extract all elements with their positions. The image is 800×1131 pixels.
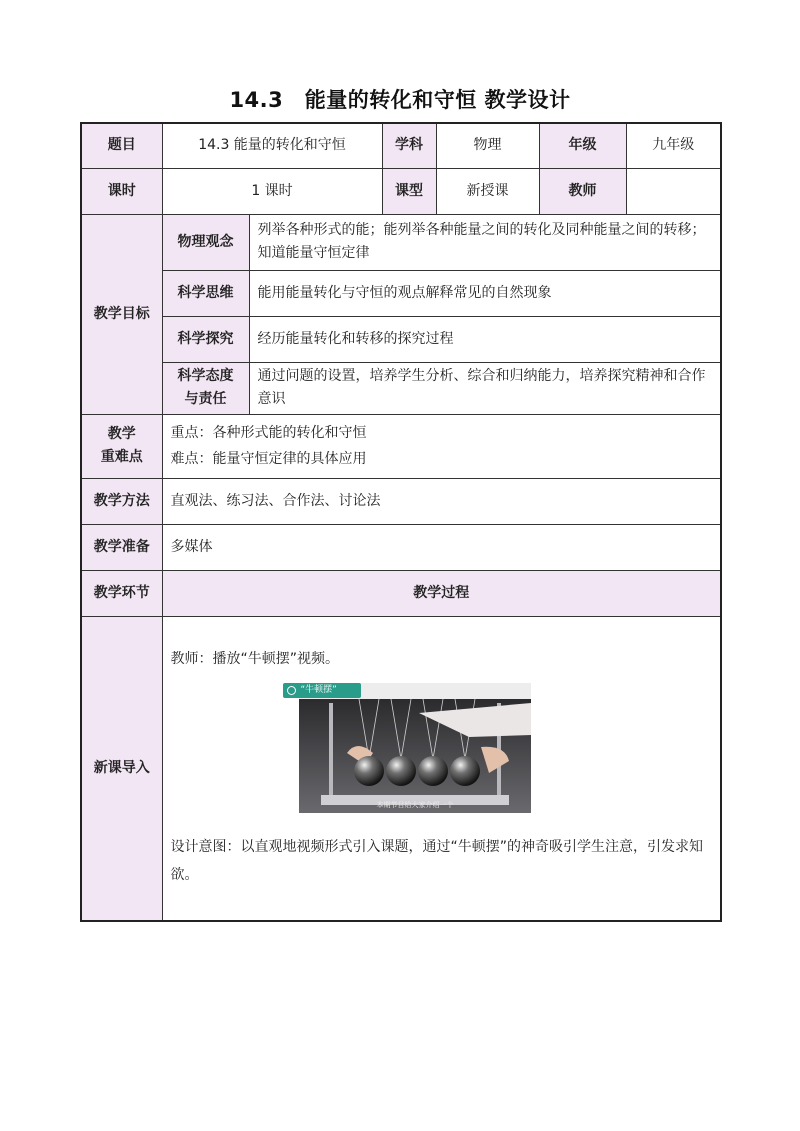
- goal-name: [162, 362, 249, 414]
- subject-label: 学科: [382, 123, 436, 168]
- topic-label: 题目: [81, 123, 162, 168]
- teacher-value: [626, 168, 721, 214]
- goal-row: [81, 316, 721, 362]
- hours-value: 1 课时: [162, 168, 382, 214]
- pendulum-ball: [386, 756, 416, 786]
- method-value: 直观法、练习法、合作法、讨论法: [162, 478, 721, 524]
- intro-label: 新课导入: [81, 616, 162, 921]
- goal-row: [81, 270, 721, 316]
- goals-label: 教学目标: [81, 214, 162, 414]
- newton-cradle-video[interactable]: [299, 683, 531, 813]
- process-label: 教学过程: [162, 570, 721, 616]
- method-row: [81, 478, 721, 524]
- info-row-2: [81, 168, 721, 214]
- goal-text: 经历能量转化和转移的探究过程: [249, 316, 721, 362]
- goal-name: 科学思维: [162, 270, 249, 316]
- grade-value: 九年级: [626, 123, 721, 168]
- teacher-label: 教师: [539, 168, 626, 214]
- key-point: 重点：各种形式能的转化和守恒: [170, 425, 367, 441]
- key-points-label-line: 教学: [107, 426, 136, 442]
- circle-icon: [287, 686, 296, 695]
- type-value: 新授课: [436, 168, 539, 214]
- stage-label: 教学环节: [81, 570, 162, 616]
- grade-label: 年级: [539, 123, 626, 168]
- preparation-value: 多媒体: [162, 524, 721, 570]
- goal-name-line: 科学态度: [177, 368, 234, 384]
- lesson-plan-table: [80, 122, 722, 922]
- hours-label: 课时: [81, 168, 162, 214]
- video-tag: [283, 683, 361, 698]
- type-label: 课型: [382, 168, 436, 214]
- video-frame: [299, 699, 531, 813]
- cradle-frame-left: [329, 703, 333, 799]
- key-points-row: [81, 414, 721, 478]
- pendulum-ball: [354, 756, 384, 786]
- intro-row: [81, 616, 721, 921]
- video-tag-label: “牛顿摆”: [300, 684, 337, 695]
- goal-name: 物理观念: [162, 214, 249, 270]
- goal-name: 科学探究: [162, 316, 249, 362]
- teacher-activity: 教师：播放“牛顿摆”视频。: [170, 650, 340, 667]
- video-caption: 本期节目给大家介绍一个: [376, 800, 453, 809]
- page-title: 14.3 能量的转化和守恒 教学设计: [229, 88, 571, 112]
- pendulum-ball: [450, 756, 480, 786]
- key-points-label: [81, 414, 162, 478]
- intro-content: [162, 616, 721, 921]
- method-label: 教学方法: [81, 478, 162, 524]
- goal-row: [81, 362, 721, 414]
- key-points-content: [162, 414, 721, 478]
- process-header-row: [81, 570, 721, 616]
- difficult-point: 难点：能量守恒定律的具体应用: [170, 451, 367, 467]
- preparation-row: [81, 524, 721, 570]
- pendulum-ball: [418, 756, 448, 786]
- goal-row: [81, 214, 721, 270]
- goal-name-line: 与责任: [184, 391, 227, 407]
- topic-value: 14.3 能量的转化和守恒: [162, 123, 382, 168]
- newton-cradle-illustration: [299, 699, 531, 813]
- info-row-1: [81, 123, 721, 168]
- design-intent: 设计意图：以直观地视频形式引入课题，通过“牛顿摆”的神奇吸引学生注意，引发求知欲。: [170, 838, 704, 883]
- goal-text: 通过问题的设置，培养学生分析、综合和归纳能力，培养探究精神和合作意识: [249, 362, 721, 414]
- preparation-label: 教学准备: [81, 524, 162, 570]
- goal-text: 能用能量转化与守恒的观点解释常见的自然现象: [249, 270, 721, 316]
- subject-value: 物理: [436, 123, 539, 168]
- goal-text: 列举各种形式的能；能列举各种能量之间的转化及同种能量之间的转移；知道能量守恒定律: [249, 214, 721, 270]
- key-points-label-line: 重难点: [100, 449, 143, 465]
